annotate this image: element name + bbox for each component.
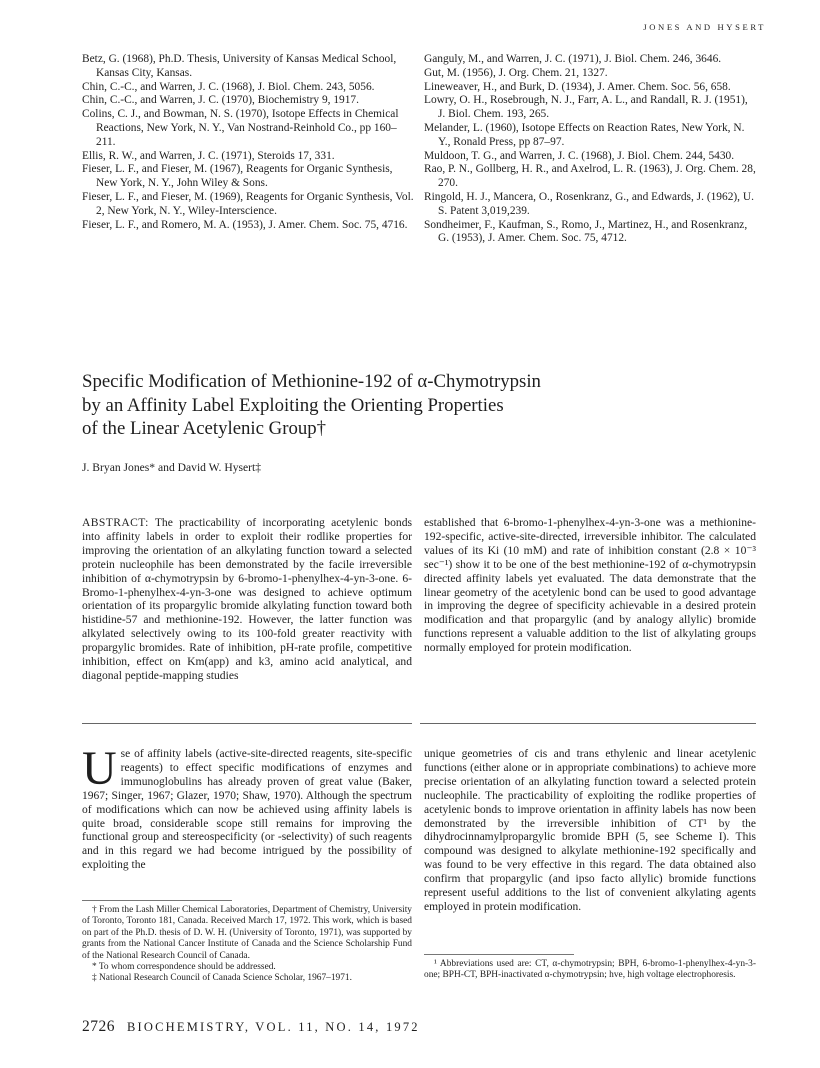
reference-entry: Gut, M. (1956), J. Org. Chem. 21, 1327.: [424, 66, 608, 79]
reference-entry: Colins, C. J., and Bowman, N. S. (1970), Isotope Effects in Chemical Reactions, New York, N. Y., Van Nostrand-Reinhold Co., pp 160–211.: [82, 108, 399, 148]
reference-entry: Lowry, O. H., Rosebrough, N. J., Farr, A. L., and Randall, R. J. (1951), J. Biol. Chem. 193, 265.: [424, 94, 748, 121]
abstract-label: ABSTRACT:: [82, 516, 149, 529]
running-head: JONES AND HYSERT: [643, 22, 766, 32]
reference-entry: Chin, C.-C., and Warren, J. C. (1968), J. Biol. Chem. 243, 5056.: [82, 80, 375, 93]
page-footer: [82, 1018, 420, 1036]
abstract-text: established that 6-bromo-1-phenylhex-4-yn-3-one was a methionine-192-specific, active-site-directed, irreversible inhibitor. The calculated values of its Ki (10 mM) and rate of inhibition constant (2.8 × 10⁻³ sec⁻¹) show it to be one of the best methionine-192 of α-chymotrypsin directed affinity labels yet evaluated. The data demonstrate that the linear geometry of the acetylenic bond can be used to good advantage in improving the degree of specificity achievable in a desired protein modification and that propargylic (and by analogy allylic) bromide functions represent a valuable addition to the list of alkylating groups normally employed for protein modification.: [424, 516, 756, 655]
reference-entry: Betz, G. (1968), Ph.D. Thesis, University of Kansas Medical School, Kansas City, Kansas.: [82, 53, 397, 79]
reference-entry: Melander, L. (1960), Isotope Effects on Reaction Rates, New York, N. Y., Ronald Press, pp 87–97.: [424, 121, 745, 148]
body-text: se of affinity labels (active-site-directed reagents, site-specific reagents) to effect specific modifications of enzymes and immunoglobulins has already proven of great value (Baker, 1967; Singer, 1967; Glazer, 1970; Shaw, 1970). Although the spectrum of modifications which can now be achieved using affinity labels is quite broad, considerable scope still remains for improving the functional group and stereospecificity (or -selectivity) of such reagents and in this regard we had become intrigued by the possibility of exploiting the: [82, 748, 412, 872]
page-number: 2726: [82, 1018, 115, 1035]
reference-entry: Muldoon, T. G., and Warren, J. C. (1968), J. Biol. Chem. 244, 5430.: [424, 149, 735, 162]
abstract-rule-right: [420, 723, 756, 724]
reference-entry: Ganguly, M., and Warren, J. C. (1971), J. Biol. Chem. 246, 3646.: [424, 53, 722, 65]
reference-entry: Ringold, H. J., Mancera, O., Rosenkranz, G., and Edwards, J. (1962), U. S. Patent 3,019,239.: [424, 190, 754, 217]
title-line: Specific Modification of Methionine-192 of α-Chymotrypsin: [82, 371, 541, 392]
reference-entry: Lineweaver, H., and Burk, D. (1934), J. Amer. Chem. Soc. 56, 658.: [424, 80, 731, 93]
footnote-rule: [424, 954, 574, 955]
article-title: [82, 370, 782, 441]
body-text: unique geometries of cis and trans ethylenic and linear acetylenic functions (either alone or in appropriate combinations) to achieve more precise orientation of an alkylating function toward a selected protein nucleophile. The practicability of exploiting the rodlike properties of acetylenic bonds to improve orientation in affinity labels has now been demonstrated by the irreversible inhibition of CT¹ by the dihydrocinnamylpropargylic bromide BPH (5, see Scheme I). This compound was designed to alkylate methionine-192 specifically and was found to be very effective in this regard. The data obtained also confirm that propargylic (and ipso facto allylic) bromide functions represent useful additions to the list of convenient alkylating agents employed in protein modification.: [424, 748, 756, 913]
reference-entry: Fieser, L. F., and Romero, M. A. (1953), J. Amer. Chem. Soc. 75, 4716.: [82, 218, 408, 231]
abstract-left-column: [82, 516, 412, 683]
reference-entry: Fieser, L. F., and Fieser, M. (1969), Reagents for Organic Synthesis, Vol. 2, New York, N. Y., Wiley-Interscience.: [82, 190, 414, 217]
abstract-right-column: [424, 516, 756, 655]
body-left-column: [82, 742, 412, 873]
references-right-column: [424, 53, 756, 246]
body-right-column: [424, 748, 756, 915]
drop-cap: U: [82, 742, 117, 795]
journal-citation: BIOCHEMISTRY, VOL. 11, NO. 14, 1972: [127, 1020, 420, 1034]
title-line: of the Linear Acetylenic Group†: [82, 418, 327, 439]
footnotes-right: [424, 954, 756, 982]
footnote: * To whom correspondence should be addressed.: [92, 962, 276, 973]
footnote-rule: [82, 900, 232, 901]
footnotes-left: [82, 900, 412, 985]
reference-entry: Fieser, L. F., and Fieser, M. (1967), Reagents for Organic Synthesis, New York, N. Y., John Wiley & Sons.: [82, 163, 393, 190]
references-left-column: [82, 53, 414, 232]
reference-entry: Ellis, R. W., and Warren, J. C. (1971), Steroids 17, 331.: [82, 149, 335, 162]
title-line: by an Affinity Label Exploiting the Orienting Properties: [82, 394, 504, 416]
reference-entry: Chin, C.-C., and Warren, J. C. (1970), Biochemistry 9, 1917.: [82, 94, 359, 107]
abstract-rule-left: [82, 723, 412, 724]
reference-entry: Sondheimer, F., Kaufman, S., Romo, J., Martinez, H., and Rosenkranz, G. (1953), J. Amer. Chem. Soc. 75, 4712.: [424, 218, 748, 245]
abstract-text: The practicability of incorporating acetylenic bonds into affinity labels in order to exploit their rodlike properties for improving the orientation of an alkylating function toward a selected protein nucleophile has been demonstrated by the facile irreversible inhibition of α-chymotrypsin by 6-bromo-1-phenylhex-4-yn-3-one. 6-Bromo-1-phenylhex-4-yn-3-one was designed to achieve optimum orientation of its propargylic bromide alkylating function toward both histidine-57 and methionine-192. However, the latter function was alkylated selectively owing to its 100-fold greater reactivity with propargylic bromides. Rate of inhibition, pH-rate profile, competitive inhibition, effect on Km(app) and k3, amino acid analytical, and diagonal peptide-mapping studies: [82, 516, 412, 682]
footnote: ‡ National Research Council of Canada Science Scholar, 1967–1971.: [92, 973, 352, 984]
reference-entry: Rao, P. N., Gollberg, H. R., and Axelrod, L. R. (1963), J. Org. Chem. 28, 270.: [424, 163, 756, 190]
footnote: † From the Lash Miller Chemical Laboratories, Department of Chemistry, University of Toronto, Toronto 181, Canada. Received March 17, 1972. This work, which is based on part of the Ph.D. thesis of D. W. H. (University of Toronto, 1971), was supported by grants from the National Cancer Institute of Canada and the Science Scholarship Fund of the National Research Council of Canada.: [82, 905, 412, 961]
author-line: J. Bryan Jones* and David W. Hysert‡: [82, 461, 262, 474]
footnote: ¹ Abbreviations used are: CT, α-chymotrypsin; BPH, 6-bromo-1-phenylhex-4-yn-3-one; BPH-CT, BPH-inactivated α-chymotrypsin; hve, high voltage electrophoresis.: [424, 959, 756, 981]
